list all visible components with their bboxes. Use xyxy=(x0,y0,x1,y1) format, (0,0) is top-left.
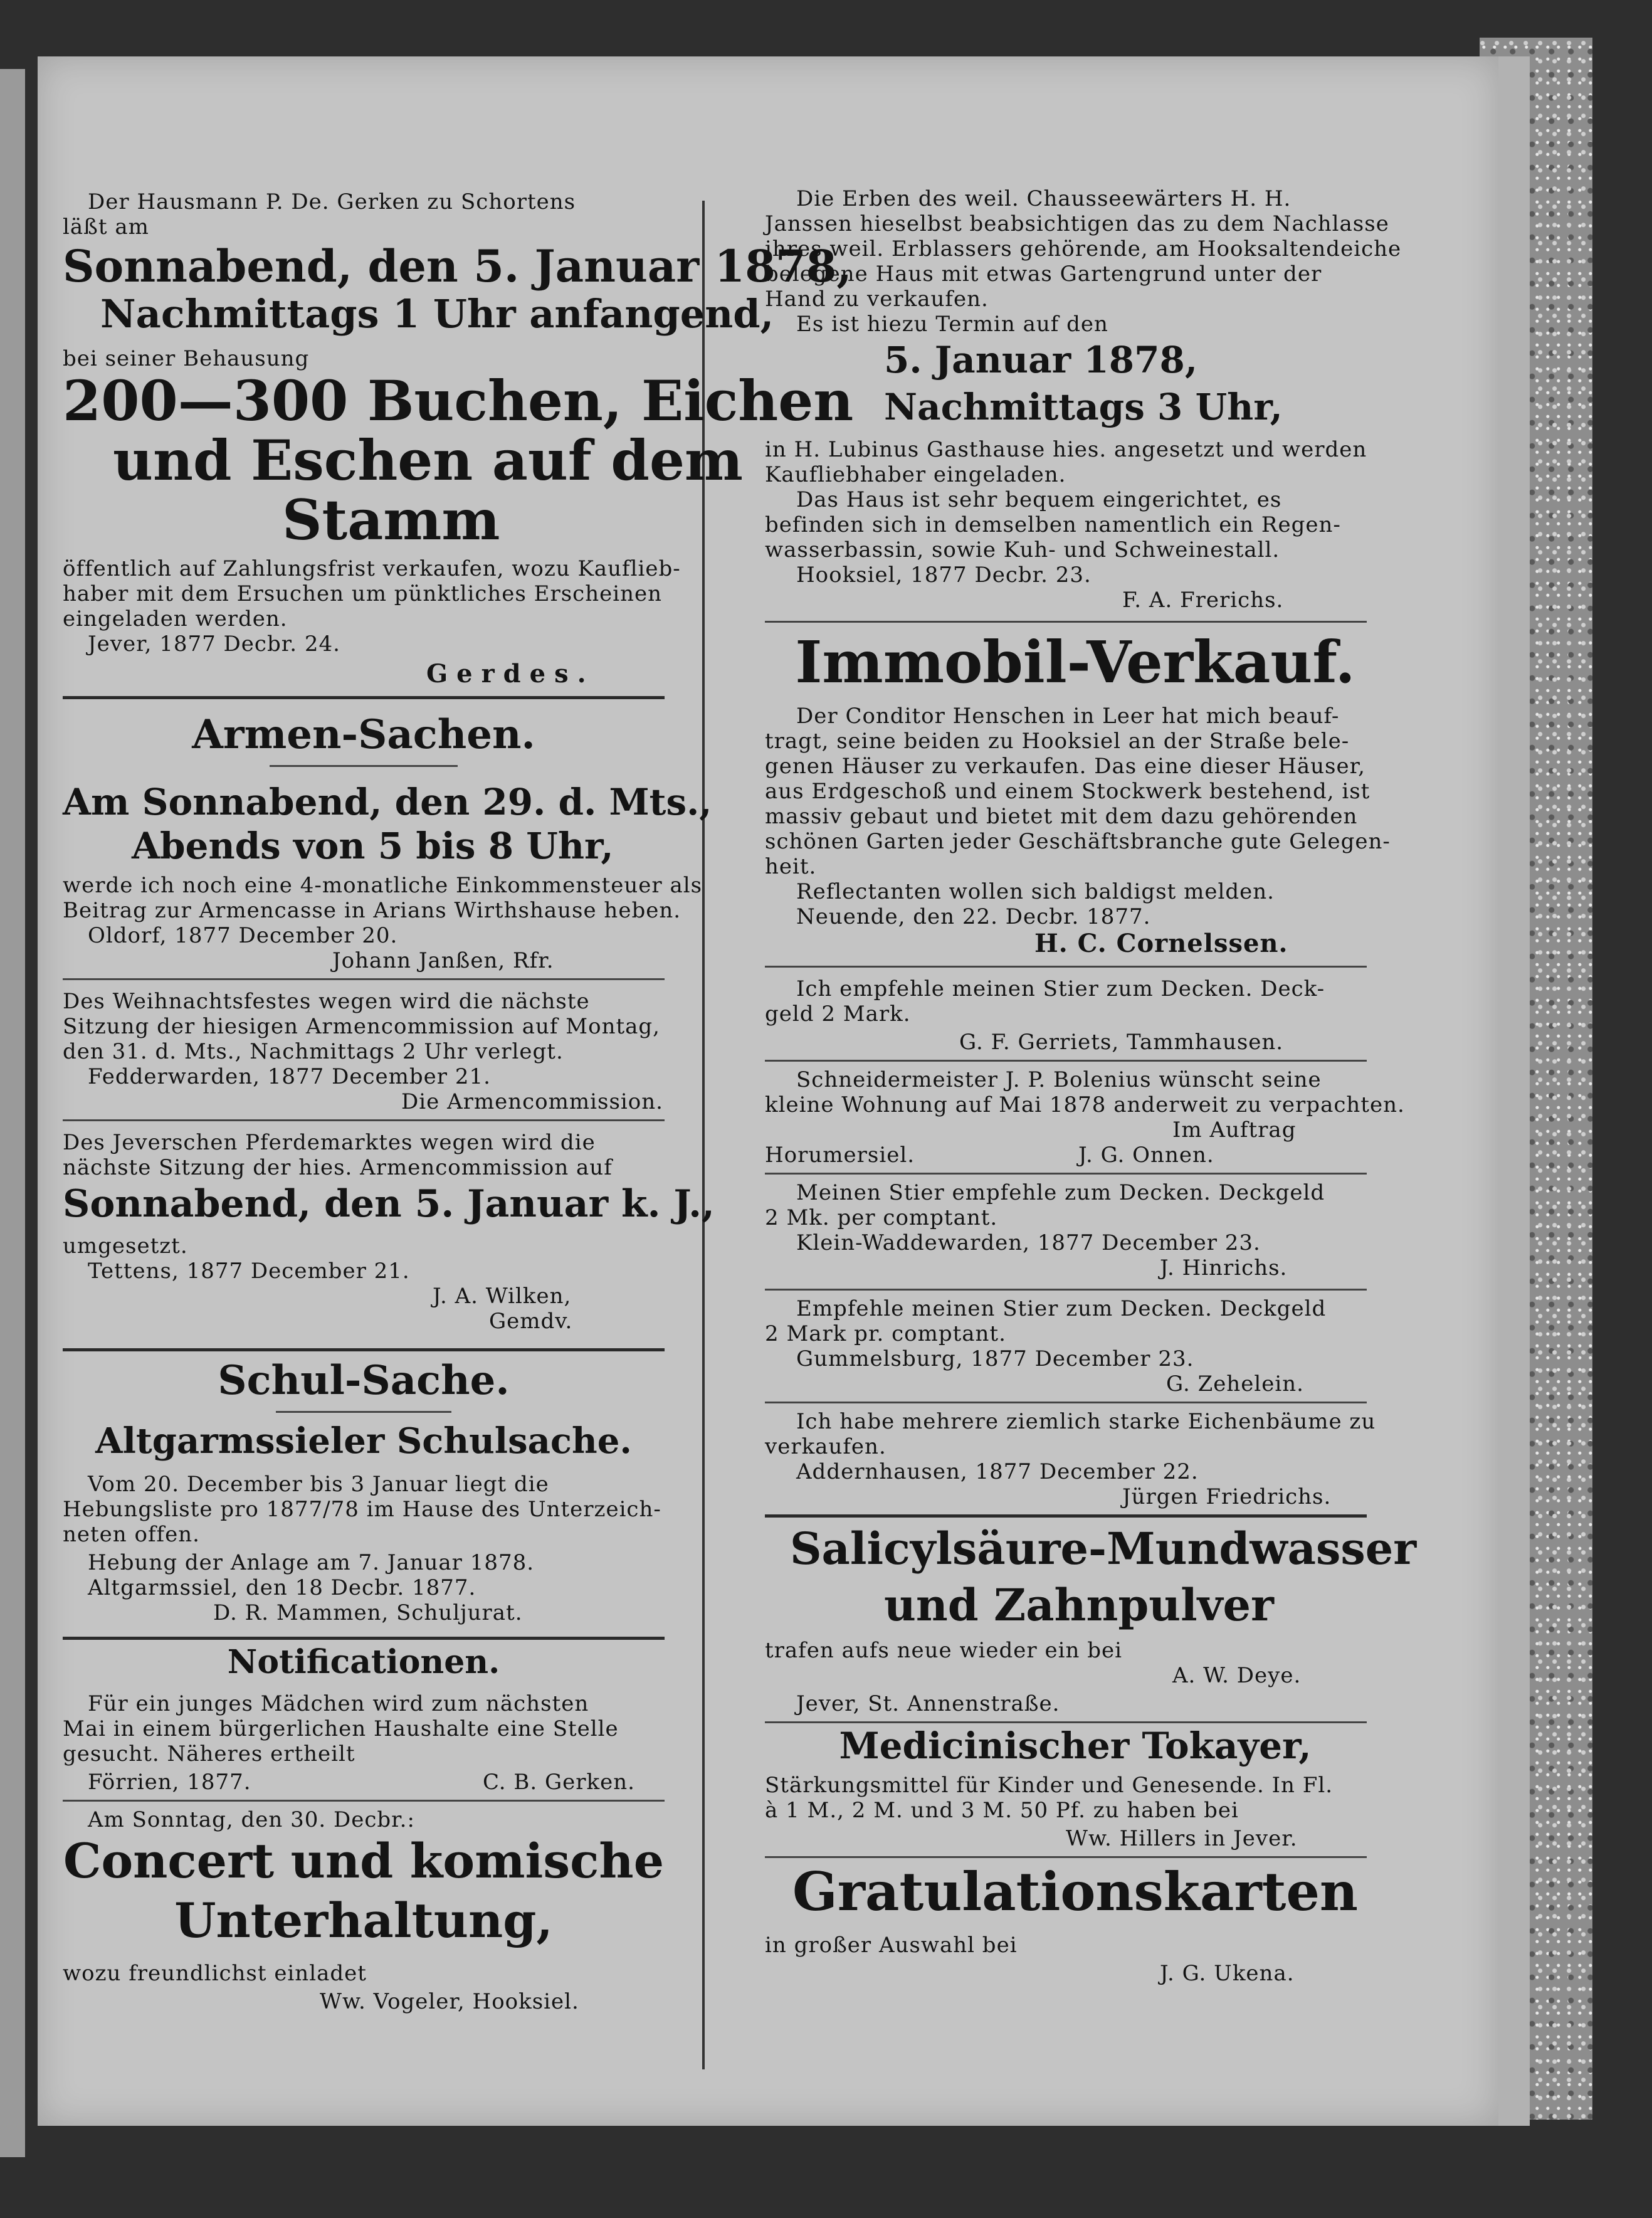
schul-signature: D. R. Mammen, Schuljurat. xyxy=(213,1600,523,1625)
erben-body11: wasserbassin, sowie Kuh- und Schweinestall. xyxy=(765,537,1280,562)
salicyl-signature: A. W. Deye. xyxy=(1172,1663,1302,1688)
schul-headline: Altgarmssieler Schulsache. xyxy=(95,1420,632,1462)
notif-signature: C. B. Gerken. xyxy=(483,1770,635,1795)
erben-body2: Janssen hieselbst beabsichtigen das zu dem Nachlasse xyxy=(765,211,1389,236)
stier1-body1: Ich empfehle meinen Stier zum Decken. Deck- xyxy=(796,976,1325,1001)
erben-body1: Die Erben des weil. Chausseewärters H. H. xyxy=(796,186,1292,211)
immobil-body2: tragt, seine beiden zu Hooksiel an der Straße bele- xyxy=(765,729,1350,754)
armen-ad3-body1: Des Jeverschen Pferdemarktes wegen wird die xyxy=(63,1130,596,1155)
ad-divider xyxy=(765,1721,1367,1723)
concert-body: wozu freundlichst einladet xyxy=(63,1961,367,1986)
schneider-body1: Schneidermeister J. P. Bolenius wünscht seine xyxy=(796,1067,1322,1092)
ad-divider xyxy=(765,1856,1367,1858)
concert-signature: Ww. Vogeler, Hooksiel. xyxy=(320,1989,579,2014)
stier2-body1: Meinen Stier empfehle zum Decken. Deckgeld xyxy=(796,1180,1325,1205)
salicyl-body: trafen aufs neue wieder ein bei xyxy=(765,1638,1122,1663)
tokayer-signature: Ww. Hillers in Jever. xyxy=(1066,1826,1298,1851)
armen-ad2-body3: den 31. d. Mts., Nachmittags 2 Uhr verlegt. xyxy=(63,1039,564,1064)
armen-ad1-body1: werde ich noch eine 4-monatliche Einkommensteuer als xyxy=(63,873,703,898)
stier3-signature: G. Zehelein. xyxy=(1166,1371,1304,1397)
armen-ad3-place: Tettens, 1877 December 21. xyxy=(88,1259,410,1284)
notif-place: Förrien, 1877. xyxy=(88,1770,251,1795)
ad-gerken-line2: läßt am xyxy=(63,214,149,240)
ad-gerken-date: Sonnabend, den 5. Januar 1878, xyxy=(63,240,852,292)
ad-divider xyxy=(765,1402,1367,1403)
salicyl-headline2: und Zahnpulver xyxy=(884,1579,1274,1631)
ad-divider xyxy=(765,1060,1367,1062)
ad-gerken-headline3: Stamm xyxy=(282,487,500,552)
stier3-place: Gummelsburg, 1877 December 23. xyxy=(796,1346,1194,1371)
erben-signature: F. A. Frerichs. xyxy=(1122,588,1284,613)
ad-gerken-body1: öffentlich auf Zahlungsfrist verkaufen, wozu Kauflieb- xyxy=(63,556,681,581)
concert-headline2: Unterhaltung, xyxy=(174,1893,553,1948)
armen-ad2-body1: Des Weihnachtsfestes wegen wird die nächste xyxy=(63,989,590,1014)
notif-body1: Für ein junges Mädchen wird zum nächsten xyxy=(88,1691,589,1716)
armen-ad2-signature: Die Armencommission. xyxy=(401,1089,663,1114)
schul-body3: neten offen. xyxy=(63,1522,200,1547)
schneider-body2: kleine Wohnung auf Mai 1878 anderweit zu verpachten. xyxy=(765,1092,1405,1117)
immobil-body5: massiv gebaut und bietet mit dem dazu gehörenden xyxy=(765,804,1358,829)
immobil-body8: Reflectanten wollen sich baldigst melden. xyxy=(796,879,1275,904)
immobil-body4: aus Erdgeschoß und einem Stockwerk bestehend, ist xyxy=(765,779,1371,804)
armen-ad1-body2: Beitrag zur Armencasse in Arians Wirthshause heben. xyxy=(63,898,681,923)
schneider-body3: Im Auftrag xyxy=(1172,1117,1297,1143)
armen-ad1-time: Abends von 5 bis 8 Uhr, xyxy=(132,825,614,867)
armen-ad3-signature1: J. A. Wilken, xyxy=(433,1284,572,1309)
section-heading-notificationen: Notificationen. xyxy=(227,1643,500,1681)
immobil-body1: Der Conditor Henschen in Leer hat mich beauf- xyxy=(796,704,1340,729)
tokayer-body1: Stärkungsmittel für Kinder und Genesende. In Fl. xyxy=(765,1773,1334,1798)
schneider-place: Horumersiel. xyxy=(765,1143,915,1168)
erben-body5: Hand zu verkaufen. xyxy=(765,287,989,312)
armen-ad2-place: Fedderwarden, 1877 December 21. xyxy=(88,1064,491,1089)
notif-body3: gesucht. Näheres ertheilt xyxy=(63,1741,355,1766)
stier3-body2: 2 Mark pr. comptant. xyxy=(765,1321,1006,1346)
immobil-place: Neuende, den 22. Decbr. 1877. xyxy=(796,904,1151,929)
newspaper-page xyxy=(38,56,1498,2126)
heading-underline xyxy=(276,1411,451,1413)
ad-gerken-time: Nachmittags 1 Uhr anfangend, xyxy=(100,291,774,337)
immobil-body3: genen Häuser zu verkaufen. Das eine dieser Häuser, xyxy=(765,754,1365,779)
ad-gerken-body3: eingeladen werden. xyxy=(63,606,288,631)
erben-time: Nachmittags 3 Uhr, xyxy=(884,386,1283,428)
eichen-body2: verkaufen. xyxy=(765,1434,887,1459)
immobil-body6: schönen Garten jeder Geschäftsbranche gute Gelegen- xyxy=(765,829,1391,854)
stier2-signature: J. Hinrichs. xyxy=(1160,1255,1288,1281)
armen-ad3-body2: nächste Sitzung der hies. Armencommission auf xyxy=(63,1155,613,1180)
eichen-body1: Ich habe mehrere ziemlich starke Eichenbäume zu xyxy=(796,1409,1376,1434)
ad-divider xyxy=(63,1800,665,1802)
gratulation-headline: Gratulationskarten xyxy=(792,1861,1358,1923)
ad-divider xyxy=(765,1173,1367,1175)
ad-gerken-headline2: und Eschen auf dem xyxy=(113,428,744,493)
ad-gerken-signature: Gerdes. xyxy=(426,659,595,689)
erben-body6: Es ist hiezu Termin auf den xyxy=(796,312,1108,337)
armen-ad3-body3: umgesetzt. xyxy=(63,1233,188,1259)
schul-body2: Hebungsliste pro 1877/78 im Hause des Unterzeich- xyxy=(63,1497,661,1522)
stier2-place: Klein-Waddewarden, 1877 December 23. xyxy=(796,1230,1261,1255)
salicyl-address: Jever, St. Annenstraße. xyxy=(796,1691,1060,1716)
tokayer-headline: Medicinischer Tokayer, xyxy=(839,1724,1312,1767)
section-rule xyxy=(63,696,665,699)
armen-ad3-date: Sonnabend, den 5. Januar k. J., xyxy=(63,1182,715,1226)
section-rule xyxy=(63,1637,665,1640)
schul-place: Altgarmssiel, den 18 Decbr. 1877. xyxy=(88,1575,476,1600)
schneider-signature: J. G. Onnen. xyxy=(1078,1143,1214,1168)
stier2-body2: 2 Mk. per comptant. xyxy=(765,1205,998,1230)
notif-body2: Mai in einem bürgerlichen Haushalte eine Stelle xyxy=(63,1716,619,1741)
erben-body9: Das Haus ist sehr bequem eingerichtet, es xyxy=(796,487,1282,512)
immobil-signature: H. C. Cornelssen. xyxy=(1034,929,1288,958)
section-heading-armen-sachen: Armen-Sachen. xyxy=(192,711,535,758)
stier3-body1: Empfehle meinen Stier zum Decken. Deckgeld xyxy=(796,1296,1327,1321)
ad-gerken-line3: bei seiner Behausung xyxy=(63,346,310,371)
schul-body4: Hebung der Anlage am 7. Januar 1878. xyxy=(88,1550,535,1575)
erben-place: Hooksiel, 1877 Decbr. 23. xyxy=(796,562,1092,588)
erben-date: 5. Januar 1878, xyxy=(884,339,1198,381)
immobil-body7: heit. xyxy=(765,854,817,879)
ad-divider xyxy=(765,1289,1367,1291)
section-rule xyxy=(63,1348,665,1351)
tokayer-body2: à 1 M., 2 M. und 3 M. 50 Pf. zu haben bei xyxy=(765,1798,1239,1823)
ad-divider xyxy=(765,966,1367,968)
erben-body7: in H. Lubinus Gasthause hies. angesetzt und werden xyxy=(765,437,1367,462)
armen-ad1-signature: Johann Janßen, Rfr. xyxy=(332,948,554,973)
ad-divider xyxy=(63,978,665,980)
armen-ad2-body2: Sitzung der hiesigen Armencommission auf Montag, xyxy=(63,1014,660,1039)
immobil-headline: Immobil-Verkauf. xyxy=(795,628,1355,696)
ad-gerken-place-date: Jever, 1877 Decbr. 24. xyxy=(88,631,340,657)
armen-ad3-signature2: Gemdv. xyxy=(489,1309,573,1334)
ad-gerken-line1: Der Hausmann P. De. Gerken zu Schortens xyxy=(88,189,576,214)
heading-underline xyxy=(270,765,458,767)
ad-gerken-body2: haber mit dem Ersuchen um pünktliches Erscheinen xyxy=(63,581,663,606)
concert-headline1: Concert und komische xyxy=(63,1833,665,1889)
erben-body4: belegene Haus mit etwas Gartengrund unter der xyxy=(765,261,1322,287)
erben-body8: Kaufliebhaber eingeladen. xyxy=(765,462,1066,487)
schul-body1: Vom 20. December bis 3 Januar liegt die xyxy=(88,1472,549,1497)
ad-gerken-headline1: 200—300 Buchen, Eichen xyxy=(63,368,854,433)
erben-body3: ihres weil. Erblassers gehörende, am Hooksaltendeiche xyxy=(765,236,1402,261)
stier1-body2: geld 2 Mark. xyxy=(765,1001,911,1027)
armen-ad1-place: Oldorf, 1877 December 20. xyxy=(88,923,398,948)
ad-divider xyxy=(765,621,1367,623)
gratulation-body: in großer Auswahl bei xyxy=(765,1933,1018,1958)
erben-body10: befinden sich in demselben namentlich ein Regen- xyxy=(765,512,1341,537)
eichen-signature: Jürgen Friedrichs. xyxy=(1122,1484,1332,1509)
ad-divider xyxy=(63,1119,665,1121)
previous-page-edge xyxy=(0,69,25,2157)
gratulation-signature: J. G. Ukena. xyxy=(1160,1961,1295,1986)
armen-ad1-date: Am Sonnabend, den 29. d. Mts., xyxy=(63,781,712,823)
section-rule xyxy=(765,1514,1367,1518)
section-heading-schul-sache: Schul-Sache. xyxy=(218,1357,510,1404)
eichen-place: Addernhausen, 1877 December 22. xyxy=(796,1459,1199,1484)
salicyl-headline1: Salicylsäure-Mundwasser xyxy=(790,1523,1417,1575)
stier1-signature: G. F. Gerriets, Tammhausen. xyxy=(959,1030,1284,1055)
concert-date: Am Sonntag, den 30. Decbr.: xyxy=(88,1807,415,1832)
